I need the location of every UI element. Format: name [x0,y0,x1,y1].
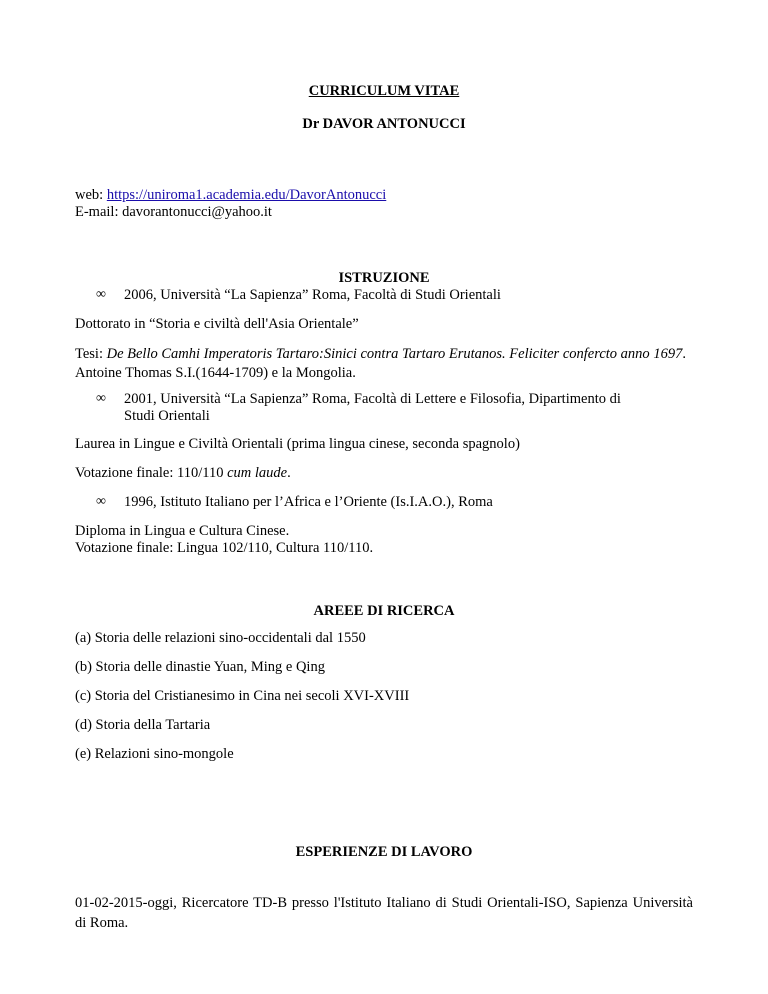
ricerca-item: (e) Relazioni sino-mongole [75,746,234,762]
ricerca-item: (b) Storia delle dinastie Yuan, Ming e Qing [75,659,325,675]
person-name: Dr DAVOR ANTONUCCI [302,116,466,132]
infinity-bullet-icon: ∞ [96,494,106,509]
istruzione-item-3: 1996, Istituto Italiano per l’Africa e l’Oriente (Is.I.A.O.), Roma [124,494,493,510]
lavoro-entry: 01-02-2015-oggi, Ricercatore TD-B presso l'Istituto Italiano di Studi Orientali-ISO, Sapienza Università di Roma. [75,895,693,931]
istruzione-item-1: 2006, Università “La Sapienza” Roma, Facoltà di Studi Orientali [124,287,501,303]
ricerca-item: (c) Storia del Cristianesimo in Cina nei secoli XVI-XVIII [75,688,410,704]
section-heading-ricerca: AREEE DI RICERCA [313,603,455,619]
diploma-text: Diploma in Lingua e Cultura Cinese. [75,523,290,539]
section-heading-lavoro: ESPERIENZE DI LAVORO [295,844,473,860]
tesi-title: De Bello Camhi Imperatoris Tartaro:Sinici contra Tartaro Erutanos. Feliciter confercto anno [106,346,650,362]
web-label: web: [75,187,104,203]
ricerca-item: (a) Storia delle relazioni sino-occidentali dal 1550 [75,630,366,646]
laurea-text: Laurea in Lingue e Civiltà Orientali (prima lingua cinese, seconda spagnolo) [75,436,520,452]
ricerca-item: (d) Storia della Tartaria [75,717,211,733]
email-line: E-mail: davorantonucci@yahoo.it [75,204,272,220]
section-heading-istruzione: ISTRUZIONE [338,270,430,286]
istruzione-item-2-line1: 2001, Università “La Sapienza” Roma, Facoltà di Lettere e Filosofia, Dipartimento di [124,391,621,407]
dottorato-text: Dottorato in “Storia e civiltà dell'Asia Orientale” [75,316,359,332]
infinity-bullet-icon: ∞ [96,391,106,406]
tesi-year: 1697 [653,346,683,362]
votazione-text: Votazione finale: 110/110 cum laude. [75,465,291,481]
votazione2-text: Votazione finale: Lingua 102/110, Cultura 110/110. [75,540,374,556]
infinity-bullet-icon: ∞ [96,287,106,302]
cv-title: CURRICULUM VITAE [308,83,460,99]
tesi-text: Tesi: De Bello Camhi Imperatoris Tartaro:Sinici contra Tartaro Erutanos. Feliciter confercto anno 1697. Antoine Thomas S.I.(1644-1709) e la Mongolia. [75,346,686,381]
web-link[interactable]: https://uniroma1.academia.edu/DavorAntonucci [106,187,387,203]
web-line [75,187,386,204]
istruzione-item-2-line2: Studi Orientali [124,408,210,424]
